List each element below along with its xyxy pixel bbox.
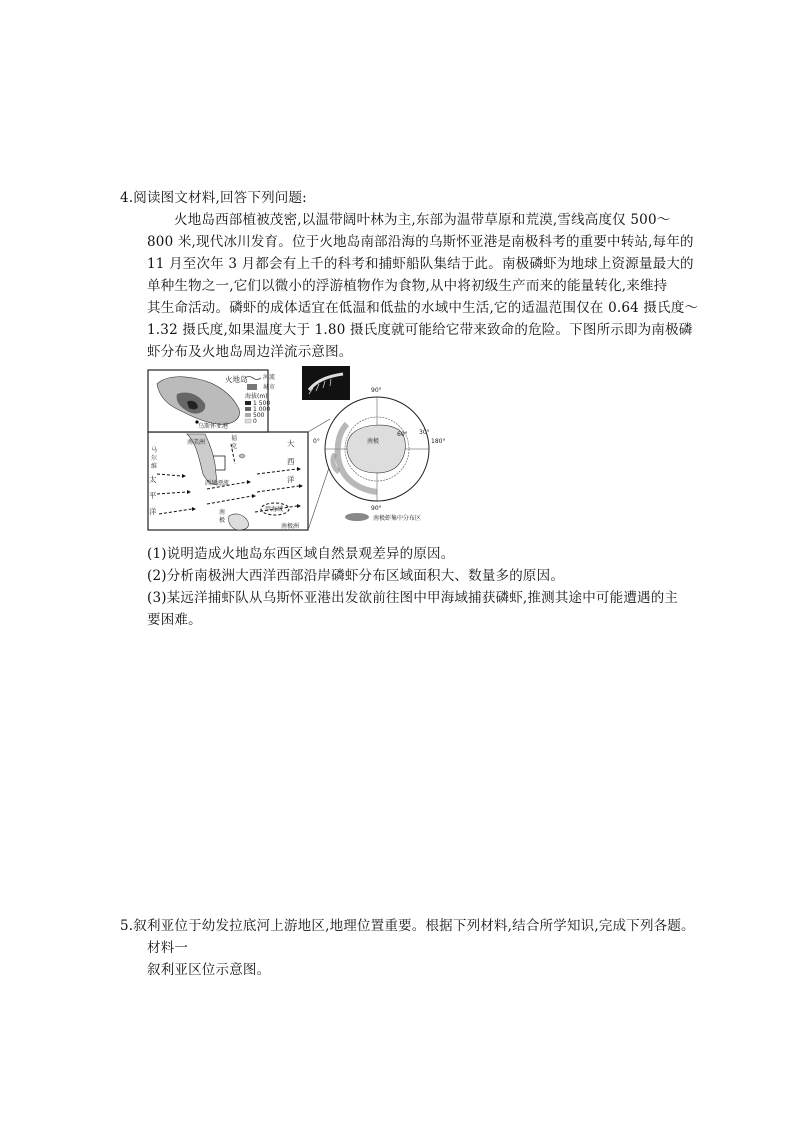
map-label: 马 [151,447,158,454]
port-label: 乌斯怀亚港 [198,423,229,430]
polar-label: 60° [397,431,408,438]
map-label: 洋 [287,475,295,484]
figure-svg [147,364,469,534]
map-label: 平 [149,491,157,500]
map-label: 极 [219,517,226,524]
elevation-level: 1 500 [253,400,271,407]
material-label: 材料一 [147,940,189,956]
question-5-title: 5.叙利亚位于幼发拉底河上游地区,地理位置重要。根据下列材料,结合所学知识,完成下列各题。 [120,918,695,934]
inset-title: 火地岛 [225,375,248,384]
elevation-swatch [245,419,251,423]
q4-paragraph-line: 其生命活动。磷虾的成体适宜在低温和低盐的水域中生活,它的适温范围仅在 0.64 摄氏度～ [147,300,699,316]
map-label: 克 [231,443,238,450]
map-label: 南美洲 [187,439,206,446]
q4-paragraph-line: 800 米,现代冰川发育。位于火地岛南部沿海的乌斯怀亚港是南极科考的重要中转站,每年的 [147,234,694,250]
elevation-level: 0 [253,418,257,425]
map-label: 太 [149,475,157,484]
polar-label: 南极 [367,438,380,445]
sub-question-3-cont: 要困难。 [147,612,202,628]
krill-legend-swatch [345,513,369,521]
question-4-title: 4.阅读图文材料,回答下列问题: [120,190,307,206]
map-label: 西 [287,457,295,466]
krill-distribution-figure [147,364,469,534]
connector-line [308,419,330,432]
jia-sea-label: 甲海域 [265,506,284,513]
elevation-title: 海拔(m) [245,393,268,400]
q4-paragraph-line: 虾分布及火地岛周边洋流示意图。 [147,344,353,360]
map-label: 南 [219,509,226,516]
polar-label: 90° [371,505,382,512]
map-label: 南极洲 [281,523,300,530]
map-label: 大 [287,439,295,448]
map-label: 尔 [151,455,158,462]
sub-question-3: (3)某远洋捕虾队从乌斯怀亚港出发欲前往图中甲海域捕获磷虾,推测其途中可能遭遇的主 [147,590,679,606]
elevation-swatch [245,401,251,405]
river-legend-label: 河流 [263,374,276,381]
sub-question-2: (2)分析南极洲大西洋西部沿岸磷虾分布区域面积大、数量多的原因。 [147,568,565,584]
q4-paragraph-line: 火地岛西部植被茂密,以温带阔叶林为主,东部为温带草原和荒漠,雪线高度仅 500～ [174,212,671,228]
sub-question-1: (1)说明造成火地岛东西区域自然景观差异的原因。 [147,546,455,562]
elevation-level: 1 000 [253,406,271,413]
krill-photo [302,366,350,400]
falkland-islands-shape [239,454,245,458]
polar-label: 90° [371,387,382,394]
city-legend-label: 城市 [263,384,276,391]
q4-paragraph-line: 单种生物之一,它们以微小的浮游植物作为食物,从中将初级生产而来的能量转化,来维持 [147,278,668,294]
krill-legend-label: 南极虾集中分布区 [373,515,422,522]
q4-paragraph-line: 1.32 摄氏度,如果温度大于 1.80 摄氏度就可能给它带来致命的危险。下图所示即为南极磷 [147,322,693,338]
city-legend-icon [247,384,257,390]
elevation-swatch [245,413,251,417]
polar-label: 180° [431,438,446,445]
elevation-swatch [245,407,251,411]
elevation-level: 500 [253,412,265,419]
polar-label: 30° [419,429,430,436]
map-label: 西风漂流 [205,480,230,487]
map-label: 洋 [149,507,157,516]
map-label: 维 [151,463,158,470]
q4-paragraph-line: 11 月至次年 3 月都会有上千的科考和捕虾船队集结于此。南极磷虾为地球上资源量最大的 [147,256,694,272]
polar-label: 0° [313,438,320,445]
material-text: 叙利亚区位示意图。 [147,962,271,978]
map-label: 福 [231,435,238,442]
